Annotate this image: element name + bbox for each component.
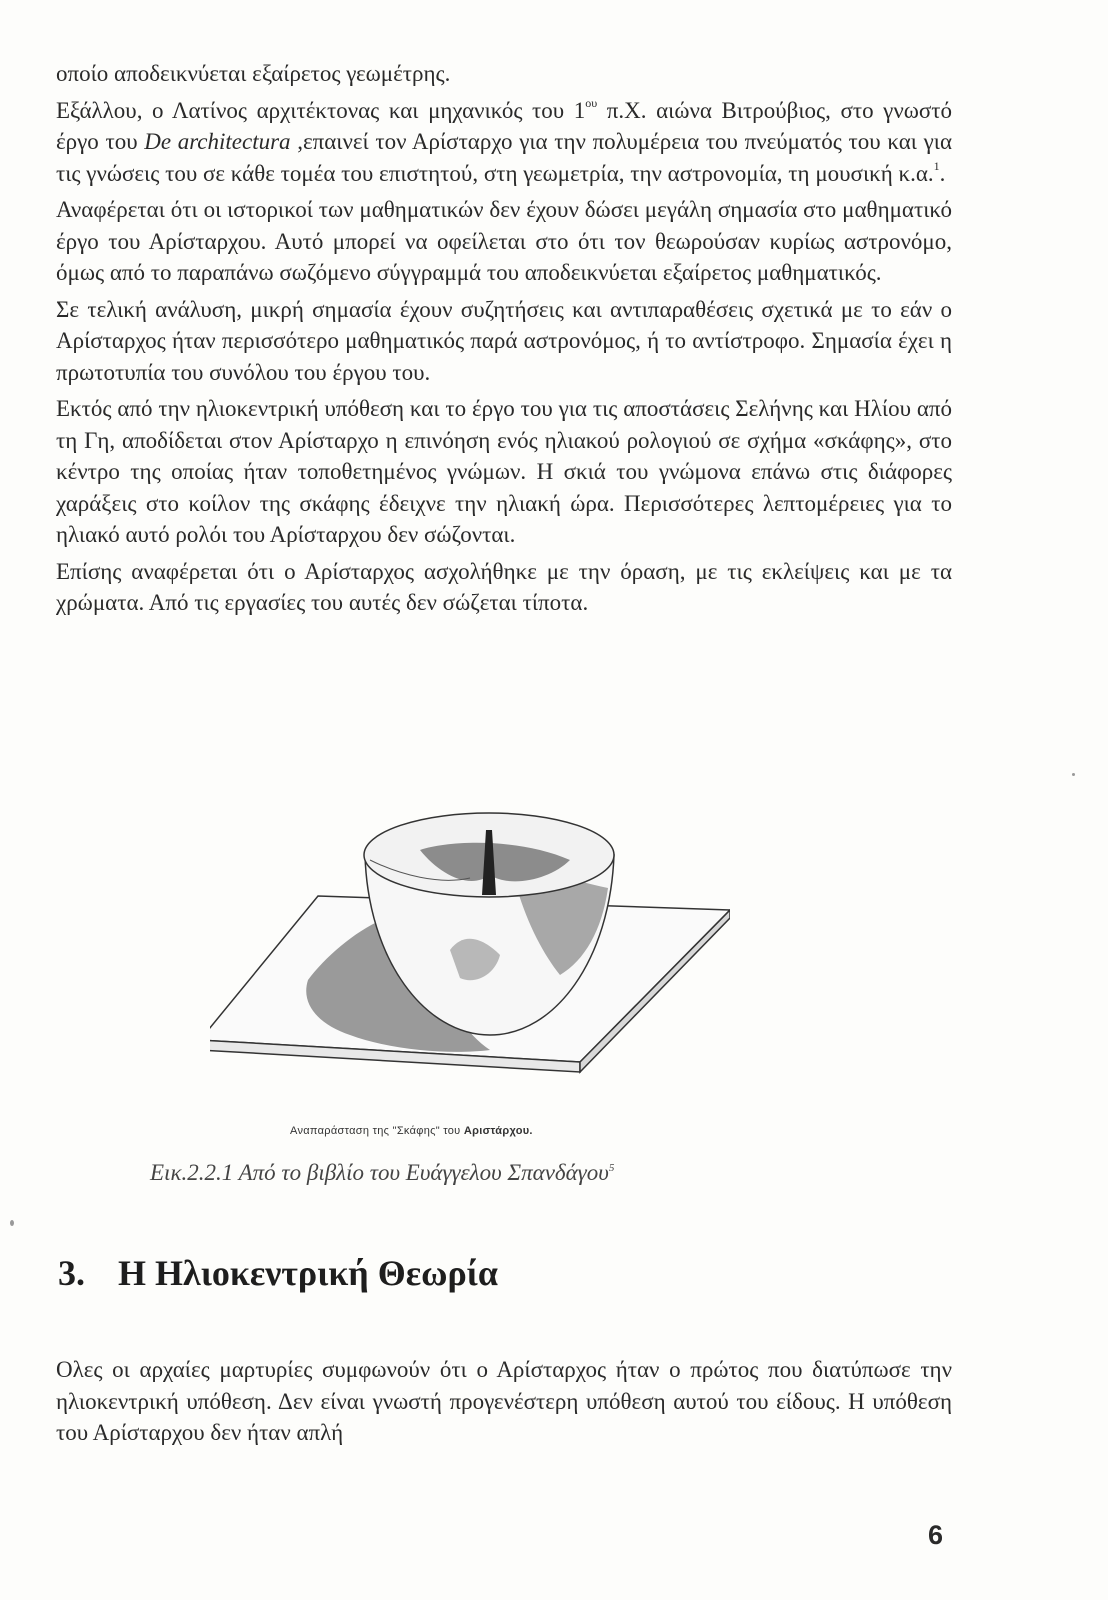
scan-speck xyxy=(10,1220,14,1226)
section-number: 3. xyxy=(58,1253,85,1293)
footnote-ref: 5 xyxy=(608,1162,615,1174)
paragraph-vitruvius xyxy=(56,95,952,190)
main-text xyxy=(56,58,952,624)
paragraph: Σε τελική ανάλυση, μικρή σημασία έχουν συζητήσεις και αντιπαραθέσεις σχετικά με το εάν ο Αρίσταρχος ήταν περισσότερο μαθηματικός παρά αστρονόμος, ή το αντίστροφο. Σημασία έχει η πρωτοτυπία του συνόλου του έργου του. xyxy=(56,296,952,385)
superscript: ου xyxy=(585,95,598,110)
footnote-ref: 1 xyxy=(933,158,940,173)
paragraph: Εκτός από την ηλιοκεντρική υπόθεση και το έργο του για τις αποστάσεις Σελήνης και Ηλίου από τη Γη, αποδίδεται στον Αρίσταρχο η επινόηση ενός ηλιακού ρολογιού σε σχήμα «σκάφης», στο κέντρο της οποίας ήταν τοποθετημένος γνώμων. Η σκιά του γνώμονα επάνω στις διάφορες χαράξεις στο κοίλον της σκάφης έδειχνε την ηλιακή ώρα. Περισσότερες λεπτομέρειες για το ηλιακό αυτό ρολόι του Αρίσταρχου δεν σώζονται. xyxy=(56,396,952,547)
paragraph: Αναφέρεται ότι οι ιστορικοί των μαθηματικών δεν έχουν δώσει μεγάλη σημασία στο μαθηματικό έργο του Αρίσταρχου. Αυτό μπορεί να οφείλεται στο ότι τον θεωρούσαν κυρίως αστρονόμο, όμως από το παραπάνω σωζόμενο σύγγραμμά του αποδεικνύεται εξαίρετος μαθηματικός. xyxy=(56,197,952,285)
section-body xyxy=(56,1354,952,1449)
paragraph: Ολες οι αρχαίες μαρτυρίες συμφωνούν ότι ο Αρίσταρχος ήταν ο πρώτος που διατύπωσε την ηλιοκεντρική υπόθεση. Δεν είναι γνωστή προγενέστερη υπόθεση αυτού του είδους. Η υπόθεση του Αρίσταρχου δεν ήταν απλή xyxy=(56,1357,952,1445)
paragraph: Επίσης αναφέρεται ότι ο Αρίσταρχος ασχολήθηκε με την όραση, με τις εκλείψεις και με τα χρώματα. Από τις εργασίες του αυτές δεν σώζεται τίποτα. xyxy=(56,558,952,615)
text-run: Εξάλλου, ο Λατίνος αρχιτέκτονας και μηχανικός του 1 xyxy=(56,97,586,123)
text-run: π.Χ. αιώνα Βιτρούβιος, στο γνωστό έργο του xyxy=(56,97,953,154)
page-number: 6 xyxy=(928,1520,944,1550)
figure-label-text: Αναπαράσταση της "Σκάφης" του xyxy=(290,1125,464,1137)
figure-label-bold: Αριστάρχου. xyxy=(463,1125,533,1137)
text-run: ,επαινεί τον Αρίσταρχο για την πολυμέρεια του πνεύματός του και για τις γνώσεις του σε κάθε τομέα του επιστητού, στη γεωμετρία, την αστρονομία, τη μουσική κ.α. xyxy=(56,129,952,186)
scaphe-sundial-illustration xyxy=(210,800,730,1090)
sundial-drawing xyxy=(210,800,730,1090)
book-title: De architectura xyxy=(144,129,291,154)
paragraph: οποίο αποδεικνύεται εξαίρετος γεωμέτρης. xyxy=(56,61,451,86)
text-run: . xyxy=(939,160,946,186)
caption-text: Εικ.2.2.1 Από το βιβλίο του Ευάγγελου Σπανδάγου xyxy=(150,1160,609,1185)
figure-label xyxy=(290,1125,690,1137)
section-heading xyxy=(58,1252,758,1294)
scan-speck xyxy=(1072,773,1075,776)
figure-caption xyxy=(150,1160,850,1186)
section-title: Η Ηλιοκεντρική Θεωρία xyxy=(118,1253,498,1293)
